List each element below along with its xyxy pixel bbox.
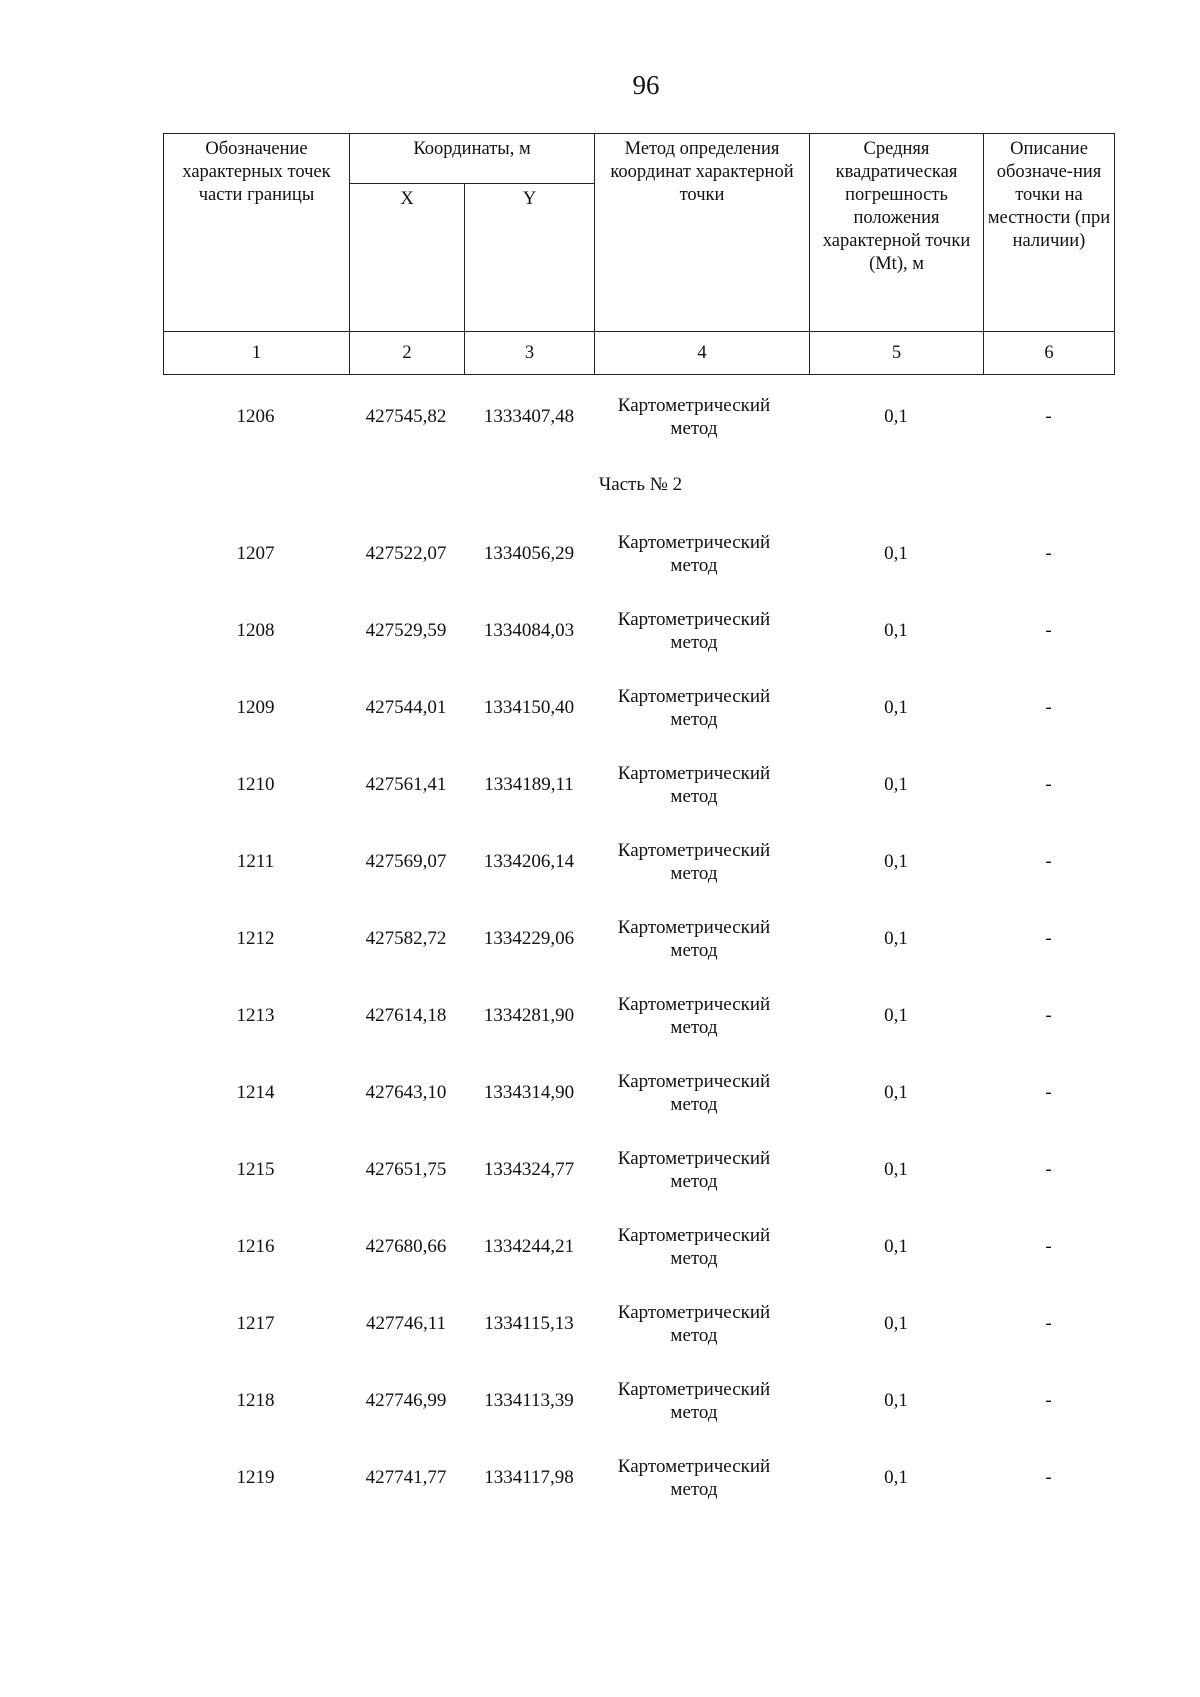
header-number-5: 5	[810, 332, 984, 375]
table-row	[163, 1131, 1114, 1208]
point-number: 1218	[236, 1389, 275, 1411]
table-row	[163, 746, 1114, 823]
coordinate-y: 1334244,21	[483, 1235, 575, 1257]
description: -	[1045, 619, 1052, 641]
coordinate-x: 427746,99	[365, 1389, 447, 1411]
description: -	[1045, 405, 1052, 427]
coordinate-y: 1334314,90	[483, 1081, 575, 1103]
table-row	[163, 823, 1114, 900]
coordinate-y: 1334115,13	[484, 1312, 574, 1334]
coordinate-x: 427544,01	[365, 696, 447, 718]
coordinate-y: 1334324,77	[483, 1158, 575, 1180]
method: Картометрический метод	[617, 916, 771, 961]
point-number: 1209	[236, 696, 275, 718]
mean-error: 0,1	[884, 696, 908, 718]
description: -	[1045, 1466, 1052, 1488]
header-number-1: 1	[164, 332, 350, 375]
table-row	[163, 669, 1114, 746]
description: -	[1045, 1158, 1052, 1180]
header-number-4: 4	[595, 332, 810, 375]
coordinate-x: 427545,82	[365, 405, 447, 427]
coordinate-y: 1334117,98	[484, 1466, 574, 1488]
table-row	[163, 977, 1114, 1054]
coordinate-y: 1334281,90	[483, 1004, 575, 1026]
coordinate-y: 1334206,14	[483, 850, 575, 872]
description: -	[1045, 1004, 1052, 1026]
table-row	[163, 1208, 1114, 1285]
coordinate-x: 427680,66	[365, 1235, 447, 1257]
coordinate-x: 427582,72	[365, 927, 447, 949]
coordinate-y: 1334150,40	[483, 696, 575, 718]
table-header	[163, 133, 1115, 375]
coordinate-y: 1334113,39	[484, 1389, 574, 1411]
description: -	[1045, 1081, 1052, 1103]
description: -	[1045, 927, 1052, 949]
description: -	[1045, 696, 1052, 718]
part-title: Часть № 2	[598, 474, 683, 495]
point-number: 1212	[236, 927, 275, 949]
coordinate-y: 1334229,06	[483, 927, 575, 949]
coordinates-list	[163, 378, 1114, 1516]
method: Картометрический метод	[617, 762, 771, 807]
table-row	[163, 1439, 1114, 1516]
description: -	[1045, 850, 1052, 872]
coordinate-y: 1334189,11	[484, 773, 574, 795]
coordinate-x: 427529,59	[365, 619, 447, 641]
mean-error: 0,1	[884, 850, 908, 872]
coordinate-x: 427741,77	[365, 1466, 447, 1488]
method: Картометрический метод	[617, 1224, 771, 1269]
point-number: 1208	[236, 619, 275, 641]
point-number: 1215	[236, 1158, 275, 1180]
point-number: 1219	[236, 1466, 275, 1488]
coordinate-y: 1334084,03	[483, 619, 575, 641]
method: Картометрический метод	[617, 1378, 771, 1423]
description: -	[1045, 1312, 1052, 1334]
mean-error: 0,1	[884, 1466, 908, 1488]
point-number: 1217	[236, 1312, 275, 1334]
method: Картометрический метод	[617, 1301, 771, 1346]
method: Картометрический метод	[617, 839, 771, 884]
header-description: Описание обозначе-ния точки на местности (при наличии)	[984, 134, 1115, 332]
mean-error: 0,1	[884, 1235, 908, 1257]
coordinate-x: 427746,11	[365, 1312, 447, 1334]
header-number-2: 2	[350, 332, 465, 375]
mean-error: 0,1	[884, 1389, 908, 1411]
method: Картометрический метод	[617, 1147, 771, 1192]
header-y: Y	[465, 184, 595, 332]
method: Картометрический метод	[617, 1070, 771, 1115]
point-number: 1210	[236, 773, 275, 795]
description: -	[1045, 773, 1052, 795]
table-row	[163, 1285, 1114, 1362]
point-number: 1206	[236, 405, 275, 427]
coordinate-x: 427561,41	[365, 773, 447, 795]
mean-error: 0,1	[884, 542, 908, 564]
coordinate-x: 427643,10	[365, 1081, 447, 1103]
table-row	[163, 1362, 1114, 1439]
header-point-designation: Обозначение характерных точек части границы	[164, 134, 350, 332]
mean-error: 0,1	[884, 1312, 908, 1334]
mean-error: 0,1	[884, 1004, 908, 1026]
method: Картометрический метод	[617, 685, 771, 730]
method: Картометрический метод	[617, 394, 771, 439]
method: Картометрический метод	[617, 1455, 771, 1500]
table-row	[163, 1054, 1114, 1131]
header-method: Метод определения координат характерной точки	[595, 134, 810, 332]
mean-error: 0,1	[884, 927, 908, 949]
header-mean-error: Средняя квадратическая погрешность положения характерной точки (Mt), м	[810, 134, 984, 332]
coordinate-x: 427614,18	[365, 1004, 447, 1026]
mean-error: 0,1	[884, 1158, 908, 1180]
table-row	[163, 900, 1114, 977]
header-number-3: 3	[465, 332, 595, 375]
description: -	[1045, 542, 1052, 564]
mean-error: 0,1	[884, 619, 908, 641]
coordinate-x: 427569,07	[365, 850, 447, 872]
coordinate-y: 1333407,48	[483, 405, 575, 427]
coordinate-y: 1334056,29	[483, 542, 575, 564]
method: Картометрический метод	[617, 993, 771, 1038]
description: -	[1045, 1389, 1052, 1411]
mean-error: 0,1	[884, 1081, 908, 1103]
point-number: 1216	[236, 1235, 275, 1257]
point-number: 1214	[236, 1081, 275, 1103]
table-row	[163, 378, 1114, 455]
point-number: 1213	[236, 1004, 275, 1026]
description: -	[1045, 1235, 1052, 1257]
table-row	[163, 515, 1114, 592]
method: Картометрический метод	[617, 608, 771, 653]
header-number-6: 6	[984, 332, 1115, 375]
method: Картометрический метод	[617, 531, 771, 576]
coordinate-x: 427651,75	[365, 1158, 447, 1180]
coordinate-x: 427522,07	[365, 542, 447, 564]
table-row	[163, 592, 1114, 669]
header-x: X	[350, 184, 465, 332]
point-number: 1207	[236, 542, 275, 564]
mean-error: 0,1	[884, 405, 908, 427]
mean-error: 0,1	[884, 773, 908, 795]
page-number: 96	[632, 70, 660, 100]
header-coordinates: Координаты, м	[350, 134, 595, 184]
point-number: 1211	[236, 850, 275, 872]
